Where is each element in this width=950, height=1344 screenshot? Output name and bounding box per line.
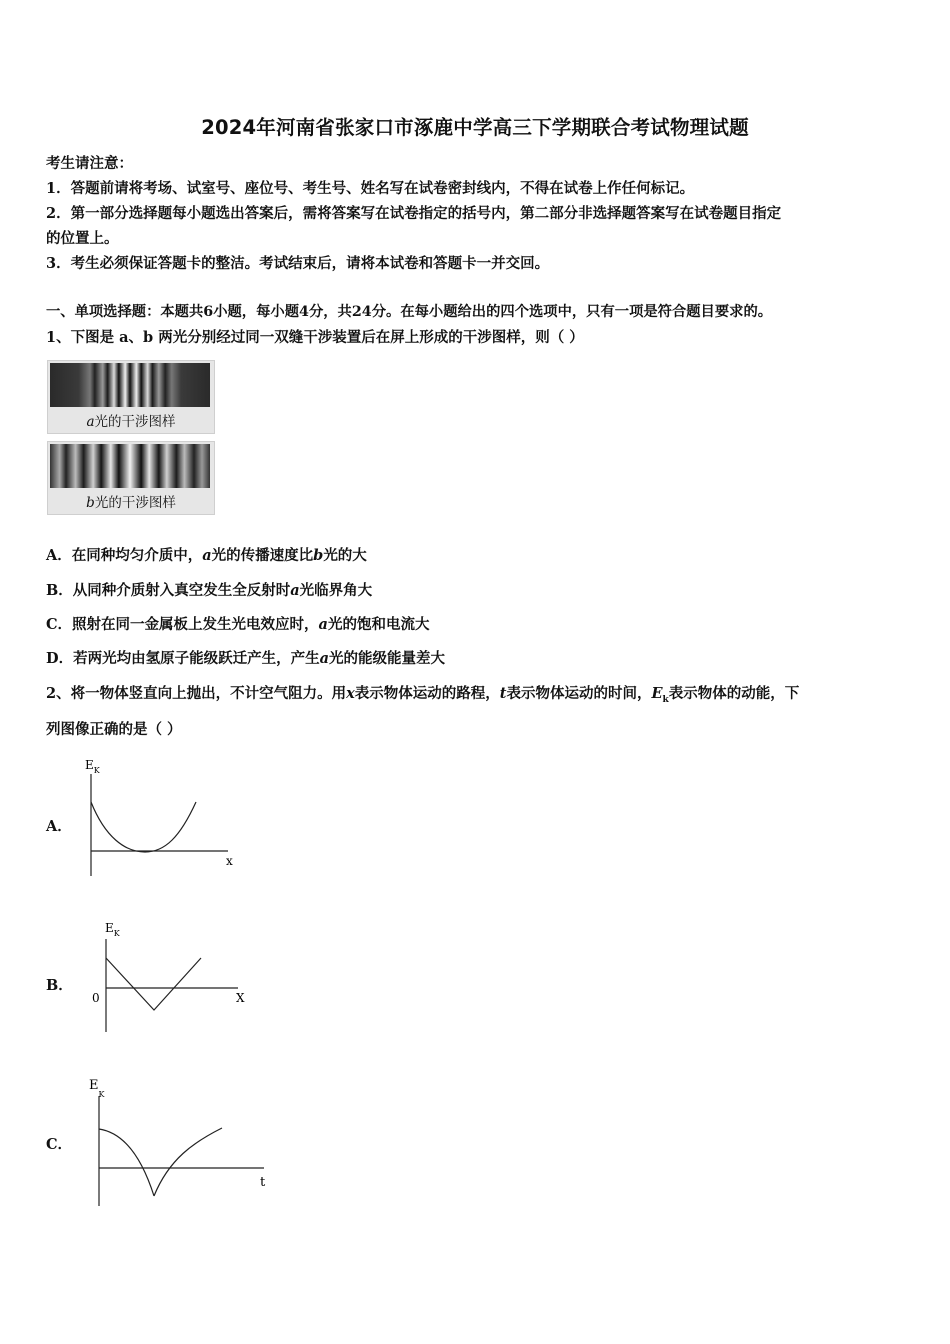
graph-c-curve-right bbox=[154, 1128, 222, 1196]
graph-a-xlabel: x bbox=[226, 854, 233, 868]
page-title: 2024年河南省张家口市涿鹿中学高三下学期联合考试物理试题 bbox=[201, 116, 749, 139]
caption-a: a光的干涉图样 bbox=[86, 414, 176, 430]
notice-item-2-cont: 的位置上。 bbox=[46, 230, 119, 247]
graph-b-origin: 0 bbox=[92, 991, 100, 1005]
notice-item-2: 2．第一部分选择题每小题选出答案后，需将答案写在试卷指定的括号内，第二部分非选择题答案写在试卷题目指定 bbox=[46, 205, 782, 222]
q2-stem: 2、将一物体竖直向上抛出，不计空气阻力。用x表示物体运动的路程，t表示物体运动的时间，$E_k$表示物体的动能，下 bbox=[46, 685, 800, 705]
graph-b bbox=[88, 914, 253, 1036]
fringe-image-b bbox=[50, 444, 210, 488]
notice-heading: 考生请注意： bbox=[46, 155, 133, 172]
fringe-image-a bbox=[50, 363, 210, 407]
graph-b-xlabel: X bbox=[236, 991, 245, 1005]
interference-pattern-b bbox=[47, 441, 215, 515]
q2-option-c-label[interactable]: C． bbox=[46, 1136, 73, 1153]
graph-b-curve bbox=[106, 958, 201, 1010]
graph-a-curve bbox=[91, 802, 196, 852]
graph-b-ylabel: $E_K$ bbox=[105, 921, 120, 938]
graph-c-xlabel: t bbox=[260, 1175, 266, 1190]
graph-a-ylabel: $E_K$ bbox=[85, 758, 100, 775]
graph-c-curve-left bbox=[99, 1129, 154, 1196]
q2-stem-cont: 列图像正确的是（ ） bbox=[46, 721, 182, 738]
interference-pattern-a bbox=[47, 360, 215, 434]
section-heading: 一、单项选择题：本题共6小题，每小题4分，共24分。在每小题给出的四个选项中，只有一项是符合题目要求的。 bbox=[46, 304, 773, 320]
q2-option-b-label[interactable]: B． bbox=[46, 977, 73, 994]
q1-option-d[interactable]: D．若两光均由氢原子能级跃迁产生，产生a光的能级能量差大 bbox=[46, 650, 445, 667]
q1-option-c[interactable]: C．照射在同一金属板上发生光电效应时，a光的饱和电流大 bbox=[46, 616, 430, 633]
q1-option-b[interactable]: B．从同种介质射入真空发生全反射时a光临界角大 bbox=[46, 582, 373, 599]
graph-c-ylabel: $E_K$ bbox=[89, 1078, 105, 1099]
graph-c bbox=[84, 1074, 279, 1209]
graph-a bbox=[80, 752, 245, 880]
notice-item-3: 3．考生必须保证答题卡的整洁。考试结束后，请将本试卷和答题卡一并交回。 bbox=[46, 255, 550, 272]
caption-b: b光的干涉图样 bbox=[86, 495, 176, 511]
q1-option-a[interactable]: A．在同种均匀介质中，a光的传播速度比b光的大 bbox=[46, 547, 367, 564]
q2-option-a-label[interactable]: A． bbox=[46, 818, 72, 835]
notice-item-1: 1．答题前请将考场、试室号、座位号、考生号、姓名写在试卷密封线内，不得在试卷上作任何标记。 bbox=[46, 180, 695, 197]
q1-stem: 1、下图是 a、b 两光分别经过同一双缝干涉装置后在屏上形成的干涉图样，则（ ） bbox=[46, 329, 584, 346]
